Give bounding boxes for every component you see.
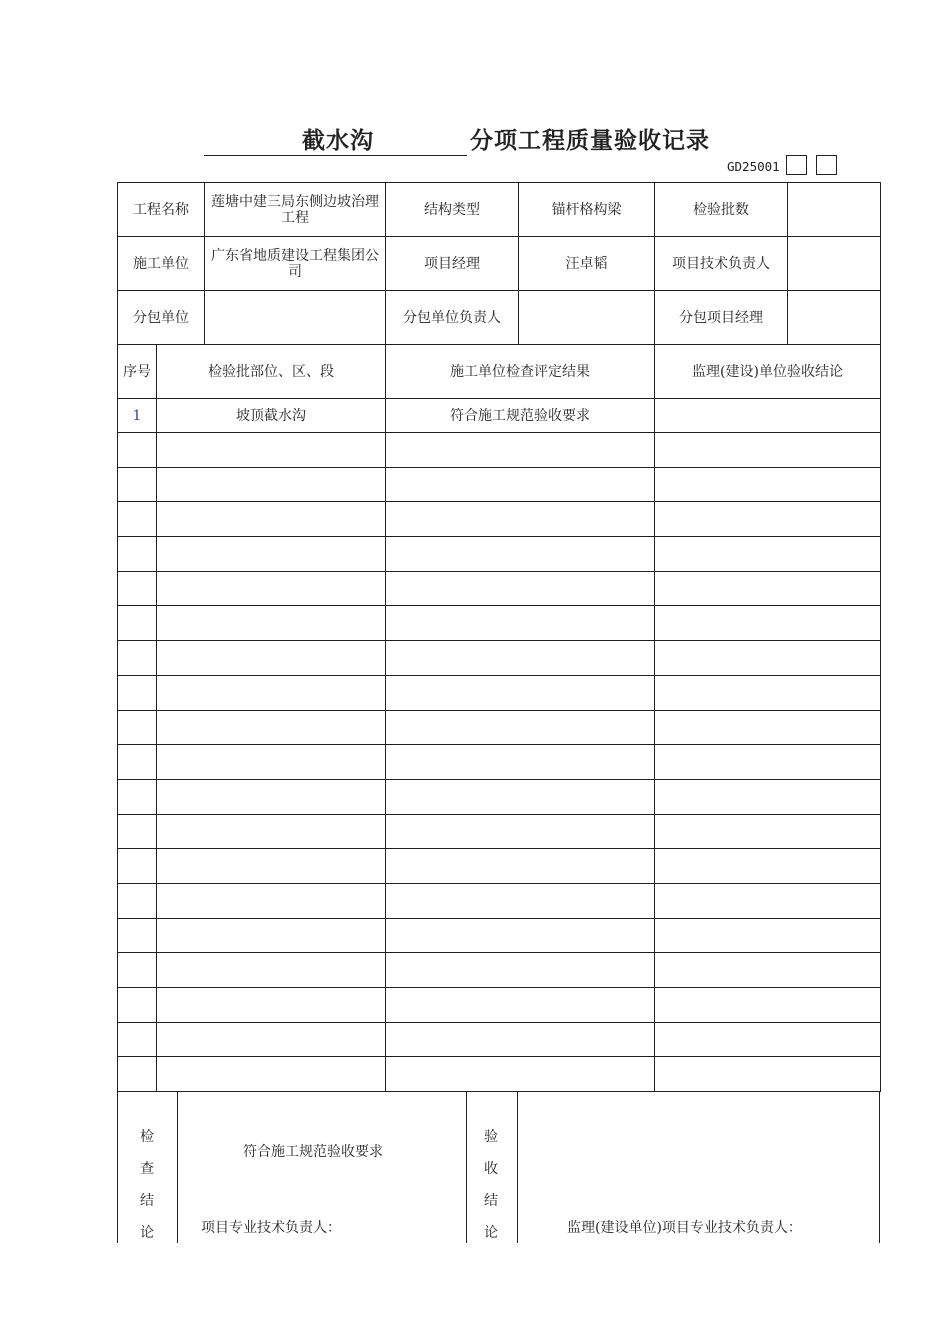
row-location [157, 745, 386, 780]
table-row [118, 641, 881, 676]
subcontract-pm-label: 分包项目经理 [655, 291, 788, 345]
row-construction-result [386, 502, 655, 537]
column-header-seq: 序号 [118, 345, 157, 399]
row-construction-result [386, 849, 655, 884]
structure-type-value: 锚杆格构梁 [519, 183, 655, 237]
row-seq [118, 502, 157, 537]
conclusion-divider-2 [466, 1091, 467, 1243]
table-row [118, 1022, 881, 1057]
row-supervision-conclusion [655, 710, 881, 745]
row-construction-result [386, 571, 655, 606]
row-seq [118, 467, 157, 502]
row-supervision-conclusion [655, 779, 881, 814]
row-construction-result [386, 641, 655, 676]
row-construction-result [386, 467, 655, 502]
conclusion-border-left [117, 1091, 118, 1243]
table-row [118, 883, 881, 918]
row-location [157, 1057, 386, 1092]
row-construction-result [386, 918, 655, 953]
row-construction-result: 符合施工规范验收要求 [386, 399, 655, 433]
row-seq [118, 779, 157, 814]
row-seq [118, 953, 157, 988]
row-location [157, 814, 386, 849]
table-row [118, 675, 881, 710]
row-seq [118, 918, 157, 953]
row-location: 坡顶截水沟 [157, 399, 386, 433]
row-seq [118, 1022, 157, 1057]
inspection-label-char: 论 [140, 1225, 154, 1241]
conclusion-section [117, 1091, 880, 1243]
row-supervision-conclusion [655, 641, 881, 676]
tech-lead-label: 项目技术负责人 [655, 237, 788, 291]
row-construction-result [386, 537, 655, 572]
column-header-row [118, 345, 881, 399]
subcontract-lead-value [519, 291, 655, 345]
info-row-project [118, 183, 881, 237]
batch-count-label: 检验批数 [655, 183, 788, 237]
batch-count-value [788, 183, 881, 237]
acceptance-label-char: 论 [484, 1225, 498, 1241]
subcontract-pm-value [788, 291, 881, 345]
row-supervision-conclusion [655, 606, 881, 641]
info-row-subcontract [118, 291, 881, 345]
structure-type-label: 结构类型 [386, 183, 519, 237]
row-seq: 1 [118, 399, 157, 433]
acceptance-label-char: 验 [484, 1129, 498, 1145]
subcontract-unit-value [205, 291, 386, 345]
row-construction-result [386, 953, 655, 988]
row-seq [118, 641, 157, 676]
table-row [118, 467, 881, 502]
row-construction-result [386, 883, 655, 918]
table-row [118, 537, 881, 572]
row-seq [118, 571, 157, 606]
row-supervision-conclusion [655, 814, 881, 849]
form-code: GD25001 [727, 159, 780, 174]
row-location [157, 988, 386, 1023]
column-header-supervision-conclusion: 监理(建设)单位验收结论 [655, 345, 881, 399]
row-location [157, 641, 386, 676]
row-supervision-conclusion [655, 918, 881, 953]
row-location [157, 883, 386, 918]
row-location [157, 1022, 386, 1057]
inspection-signer-label: 项目专业技术负责人： [201, 1220, 341, 1236]
conclusion-divider-1 [177, 1091, 178, 1243]
row-location [157, 537, 386, 572]
row-supervision-conclusion [655, 745, 881, 780]
row-location [157, 710, 386, 745]
row-supervision-conclusion [655, 433, 881, 468]
inspection-label-char: 查 [140, 1161, 154, 1177]
acceptance-signer-label: 监理(建设单位)项目专业技术负责人： [567, 1220, 802, 1236]
row-construction-result [386, 1057, 655, 1092]
row-construction-result [386, 1022, 655, 1057]
table-row [118, 710, 881, 745]
construction-unit-label: 施工单位 [118, 237, 205, 291]
subcontract-lead-label: 分包单位负责人 [386, 291, 519, 345]
row-construction-result [386, 710, 655, 745]
title-main: 分项工程质量验收记录 [470, 128, 710, 154]
subcontract-unit-label: 分包单位 [118, 291, 205, 345]
row-seq [118, 883, 157, 918]
title-subject: 截水沟 [302, 128, 374, 154]
row-location [157, 467, 386, 502]
row-seq [118, 849, 157, 884]
row-supervision-conclusion [655, 537, 881, 572]
table-row [118, 953, 881, 988]
page-title [200, 118, 740, 158]
table-row [118, 571, 881, 606]
row-supervision-conclusion [655, 399, 881, 433]
table-row [118, 918, 881, 953]
code-box-2 [816, 155, 837, 175]
row-supervision-conclusion [655, 675, 881, 710]
project-name-value: 莲塘中建三局东侧边坡治理工程 [205, 183, 386, 237]
row-supervision-conclusion [655, 467, 881, 502]
row-supervision-conclusion [655, 849, 881, 884]
row-seq [118, 745, 157, 780]
row-construction-result [386, 675, 655, 710]
project-manager-value: 汪卓韬 [519, 237, 655, 291]
column-header-construction-result: 施工单位检查评定结果 [386, 345, 655, 399]
row-location [157, 606, 386, 641]
table-row [118, 988, 881, 1023]
row-location [157, 675, 386, 710]
project-name-label: 工程名称 [118, 183, 205, 237]
row-construction-result [386, 433, 655, 468]
conclusion-border-right [879, 1091, 880, 1243]
tech-lead-value [788, 237, 881, 291]
conclusion-divider-3 [517, 1091, 518, 1243]
inspection-record-table [117, 182, 881, 1092]
row-construction-result [386, 814, 655, 849]
acceptance-conclusion-label [476, 1121, 506, 1249]
row-supervision-conclusion [655, 988, 881, 1023]
inspection-conclusion-label [132, 1121, 162, 1249]
table-row [118, 849, 881, 884]
table-row [118, 433, 881, 468]
row-location [157, 779, 386, 814]
project-manager-label: 项目经理 [386, 237, 519, 291]
row-supervision-conclusion [655, 502, 881, 537]
row-supervision-conclusion [655, 1022, 881, 1057]
row-construction-result [386, 779, 655, 814]
row-seq [118, 675, 157, 710]
row-seq [118, 537, 157, 572]
table-row [118, 606, 881, 641]
row-construction-result [386, 606, 655, 641]
table-row [118, 779, 881, 814]
table-row [118, 502, 881, 537]
row-seq [118, 606, 157, 641]
row-seq [118, 814, 157, 849]
table-row [118, 814, 881, 849]
row-location [157, 918, 386, 953]
row-location [157, 502, 386, 537]
acceptance-label-char: 结 [484, 1193, 498, 1209]
title-underline [204, 155, 467, 156]
row-location [157, 571, 386, 606]
construction-unit-value: 广东省地质建设工程集团公司 [205, 237, 386, 291]
row-supervision-conclusion [655, 883, 881, 918]
table-row [118, 1057, 881, 1092]
inspection-label-char: 结 [140, 1193, 154, 1209]
inspection-label-char: 检 [140, 1129, 154, 1145]
column-header-location: 检验批部位、区、段 [157, 345, 386, 399]
row-seq [118, 433, 157, 468]
acceptance-label-char: 收 [484, 1161, 498, 1177]
row-construction-result [386, 745, 655, 780]
table-row [118, 745, 881, 780]
row-location [157, 433, 386, 468]
row-supervision-conclusion [655, 953, 881, 988]
row-supervision-conclusion [655, 571, 881, 606]
row-supervision-conclusion [655, 1057, 881, 1092]
row-construction-result [386, 988, 655, 1023]
table-row [118, 399, 881, 433]
row-seq [118, 988, 157, 1023]
row-location [157, 953, 386, 988]
code-box-1 [786, 155, 807, 175]
info-row-construction [118, 237, 881, 291]
inspection-conclusion-text: 符合施工规范验收要求 [243, 1144, 383, 1160]
row-seq [118, 710, 157, 745]
row-location [157, 849, 386, 884]
row-seq [118, 1057, 157, 1092]
